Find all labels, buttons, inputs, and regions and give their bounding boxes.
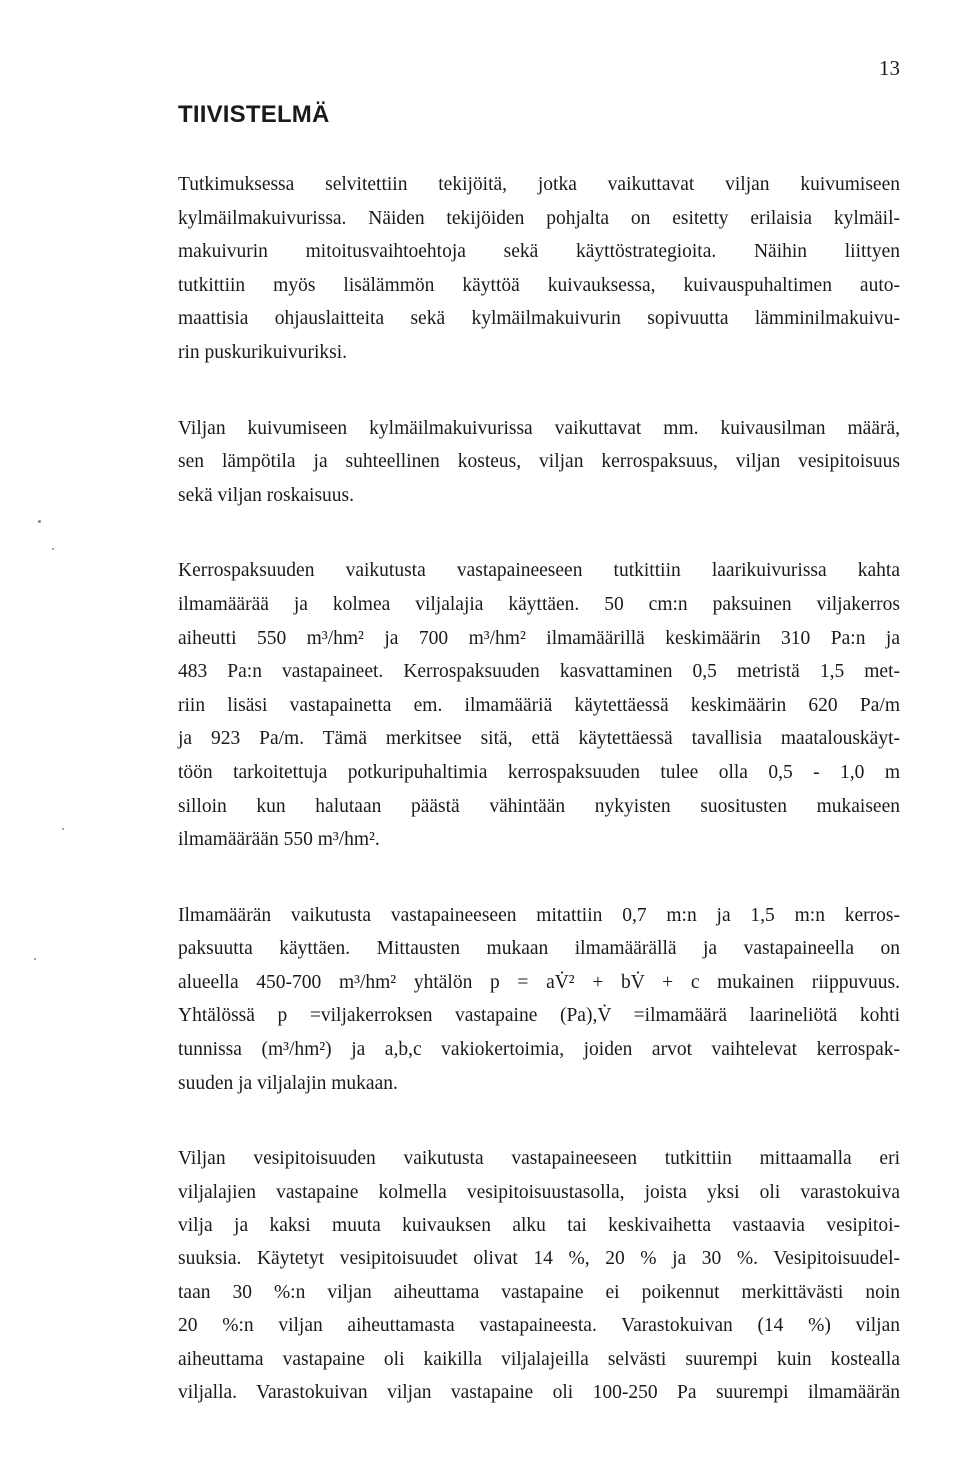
text-line: viljalla. Varastokuivan viljan vastapaine oli 100-250 Pa suurempi ilmamäärän: [178, 1382, 900, 1404]
text-line: ilmamäärää ja kolmea viljalajia käyttäen. 50 cm:n paksuinen viljakerros: [178, 593, 900, 615]
text-line: paksuutta käyttäen. Mittausten mukaan ilmamäärällä ja vastapaineella on: [178, 938, 900, 960]
scan-speck: [34, 958, 36, 960]
text-line: aiheutti 550 m³/hm² ja 700 m³/hm² ilmamäärillä keskimäärin 310 Pa:n ja: [178, 627, 900, 649]
text-line: suuden ja viljalajin mukaan.: [178, 1072, 398, 1094]
text-line: alueella 450-700 m³/hm² yhtälön p = aV̇² + bV̇ + c mukainen riippuvuus.: [178, 971, 900, 993]
text-line: silloin kun halutaan päästä vähintään nykyisten suositusten mukaiseen: [178, 795, 900, 817]
text-line: tunnissa (m³/hm²) ja a,b,c vakiokertoimia, joiden arvot vaihtelevat kerrospak-: [178, 1039, 900, 1061]
scan-speck: [62, 828, 64, 830]
body-text: [178, 168, 900, 1452]
paragraph-2: [178, 412, 900, 513]
scan-speck: [52, 548, 54, 550]
text-line: rin puskurikuivuriksi.: [178, 341, 347, 363]
text-line: aiheuttama vastapaine oli kaikilla viljalajeilla selvästi suurempi kuin kostealla: [178, 1348, 900, 1370]
text-line: riin lisäsi vastapainetta em. ilmamääriä käytettäessä keskimäärin 620 Pa/m: [178, 694, 900, 716]
paragraph-3: [178, 554, 900, 856]
text-line: sekä viljan roskaisuus.: [178, 484, 355, 506]
text-line: vilja ja kaksi muuta kuivauksen alku tai keskivaihetta vastaavia vesipitoi-: [178, 1215, 900, 1237]
text-line: 20 %:n viljan aiheuttamasta vastapaineesta. Varastokuivan (14 %) viljan: [178, 1315, 900, 1337]
text-line: 483 Pa:n vastapaineet. Kerrospaksuuden kasvattaminen 0,5 metristä 1,5 met-: [178, 661, 900, 683]
text-line: Tutkimuksessa selvitettiin tekijöitä, jotka vaikuttavat viljan kuivumiseen: [178, 174, 900, 195]
text-line: kylmäilmakuivurissa. Näiden tekijöiden pohjalta on esitetty erilaisia kylmäil-: [178, 207, 900, 229]
text-line: ja 923 Pa/m. Tämä merkitsee sitä, että käytettäessä tavallisia maatalouskäyt-: [178, 728, 900, 750]
text-line: Kerrospaksuuden vaikutusta vastapaineeseen tutkittiin laarikuivurissa kahta: [178, 560, 900, 582]
text-line: sen lämpötila ja suhteellinen kosteus, viljan kerrospaksuus, viljan vesipitoisuus: [178, 451, 900, 473]
paragraph-1: [178, 168, 900, 370]
text-line: ilmamäärään 550 m³/hm².: [178, 829, 380, 851]
paragraph-5: [178, 1142, 900, 1409]
text-line: Viljan vesipitoisuuden vaikutusta vastapaineeseen tutkittiin mittaamalla eri: [178, 1148, 900, 1170]
page-title: TIIVISTELMÄ: [178, 101, 330, 128]
text-line: tutkittiin myös lisälämmön käyttöä kuivauksessa, kuivauspuhaltimen auto-: [178, 274, 900, 296]
scan-speck: [38, 520, 41, 523]
text-line: suuksia. Käytetyt vesipitoisuudet olivat 14 %, 20 % ja 30 %. Vesipitoisuudel-: [178, 1248, 900, 1270]
page-number: 13: [879, 56, 900, 80]
paragraph-4: [178, 899, 900, 1101]
text-line: Viljan kuivumiseen kylmäilmakuivurissa vaikuttavat mm. kuivausilman määrä,: [178, 417, 900, 439]
text-line: taan 30 %:n viljan aiheuttama vastapaine ei poikennut merkittävästi noin: [178, 1281, 900, 1303]
text-line: maattisia ohjauslaitteita sekä kylmäilmakuivurin sopivuutta lämminilmakuivu-: [178, 308, 900, 330]
text-line: makuivurin mitoitusvaihtoehtoja sekä käyttöstrategioita. Näihin liittyen: [178, 241, 900, 263]
text-line: Ilmamäärän vaikutusta vastapaineeseen mitattiin 0,7 m:n ja 1,5 m:n kerros-: [178, 904, 900, 926]
text-line: Yhtälössä p =viljakerroksen vastapaine (Pa),V̇ =ilmamäärä laarineliötä kohti: [178, 1005, 900, 1027]
text-line: töön tarkoitettuja potkuripuhaltimia kerrospaksuuden tulee olla 0,5 - 1,0 m: [178, 761, 900, 783]
text-line: viljalajien vastapaine kolmella vesipitoisuustasolla, joista yksi oli varastokuiva: [178, 1181, 900, 1203]
